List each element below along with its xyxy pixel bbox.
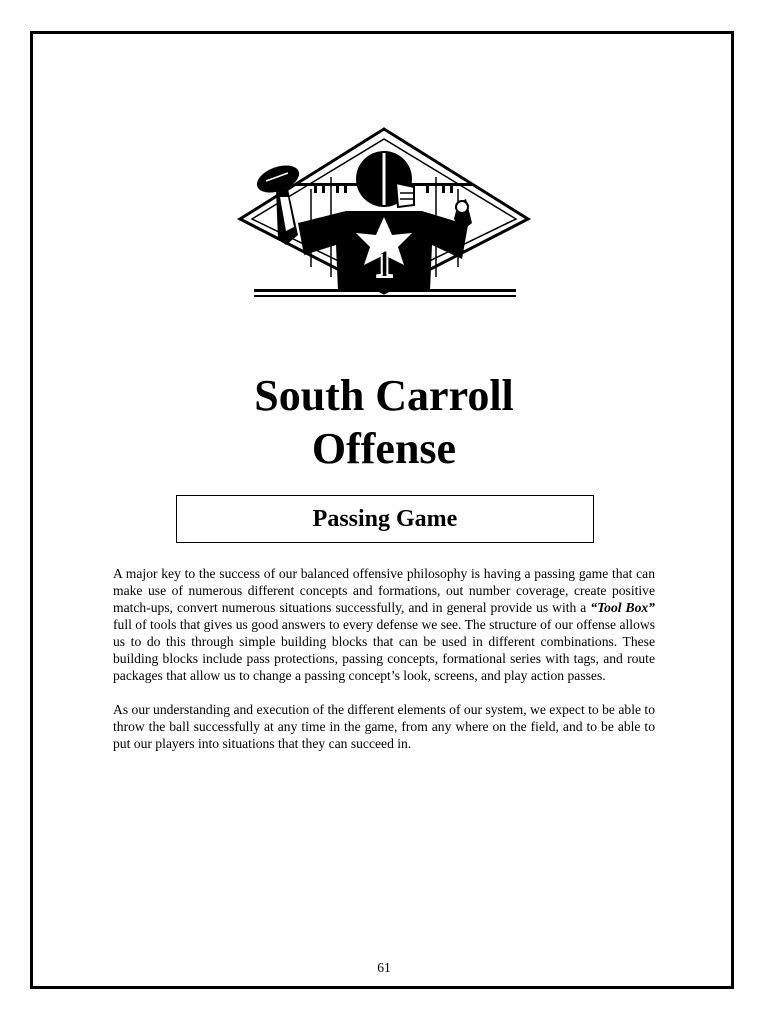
paragraph-2: As our understanding and execution of the different elements of our system, we expect to be able to throw the ball successfully at any time in the game, from any where on the field, and to be able to put our players into situations that they can succeed in. xyxy=(113,702,655,751)
paragraph-1 xyxy=(113,565,655,684)
page-number: 61 xyxy=(377,960,391,975)
tool-box-emphasis: “Tool Box” xyxy=(590,600,655,615)
document-title-line-2: Offense xyxy=(311,424,457,473)
football-player-logo xyxy=(236,127,532,299)
paragraph-1-text-a: A major key to the success of our balanced offensive philosophy is having a passing game that can make use of numerous different concepts and formations, out number coverage, create positive match-ups, convert numerous situations successfully, and in general provide us with a xyxy=(113,566,655,615)
section-heading: Passing Game xyxy=(312,505,458,532)
section-heading-box xyxy=(176,495,594,543)
document-title-line-1: South Carroll xyxy=(254,371,514,420)
jersey-number: 1 xyxy=(374,241,394,286)
paragraph-1-text-b: full of tools that gives us good answers to every defense we see. The structure of our offense allows us to do this through simple building blocks that can be used in different combinations. These building blocks include pass protections, passing concepts, formational series with tags, and route packages that allow us to change a passing concept’s look, screens, and play action passes. xyxy=(113,617,655,683)
body-text xyxy=(113,565,655,769)
